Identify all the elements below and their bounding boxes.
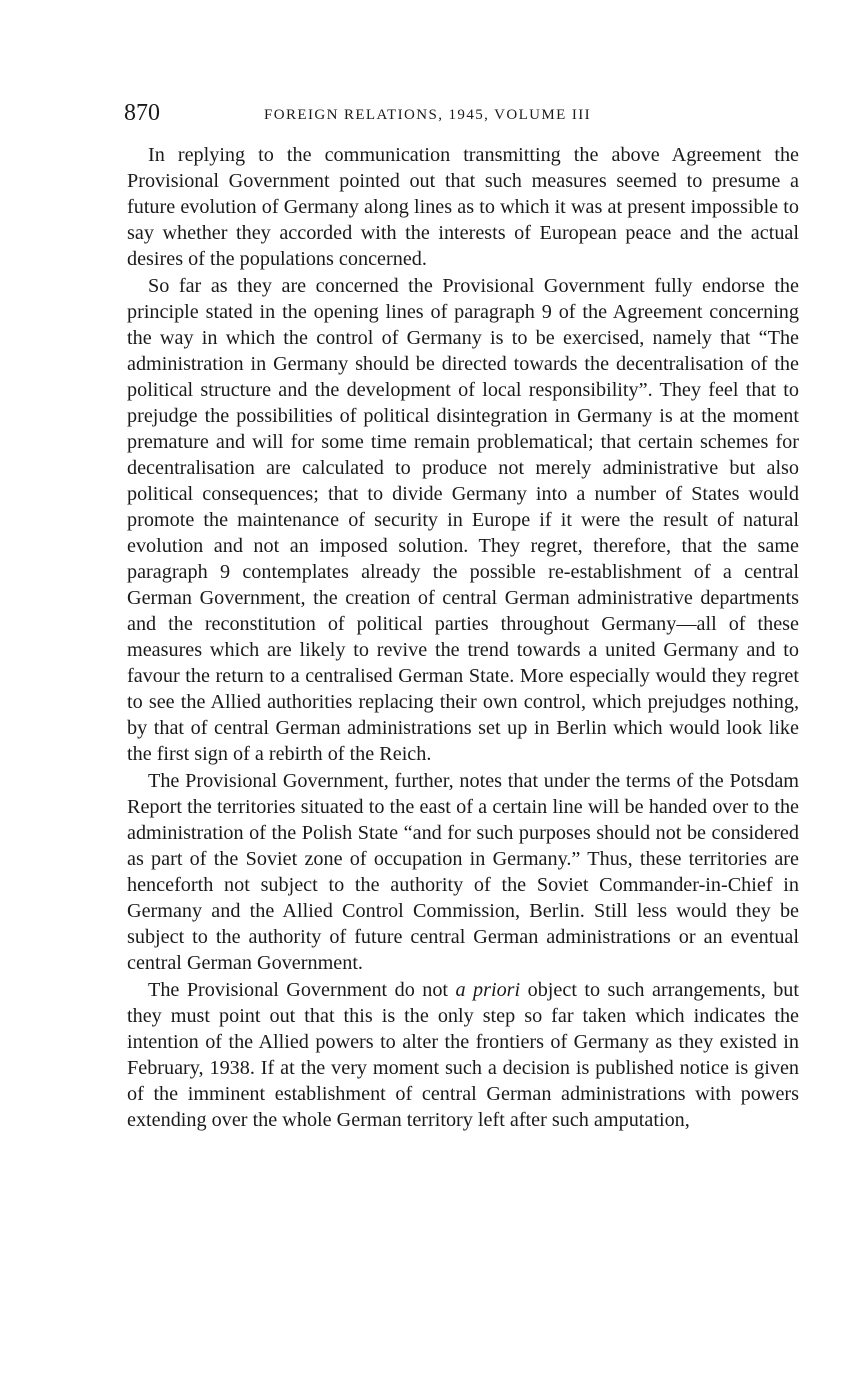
body-text: [127, 142, 799, 1133]
paragraph-1: In replying to the communication transmitting the above Agreement the Provisional Government pointed out that such measures seemed to presume a future evolution of Germany along lines as to which it was at present impossible to say whether they accorded with the interests of European peace and the actual desires of the populations concerned.: [127, 144, 799, 270]
page-header: [124, 98, 799, 128]
running-head: FOREIGN RELATIONS, 1945, VOLUME III: [264, 107, 592, 123]
paragraph-4: [127, 977, 799, 1133]
page-number: 870: [124, 100, 160, 126]
paragraph-2: So far as they are concerned the Provisional Government fully endorse the principle stated in the opening lines of paragraph 9 of the Agreement concerning the way in which the control of Germany is to be exercised, namely that “The administration in Germany should be directed towards the decentralisation of the political structure and the development of local responsibility”. They feel that to prejudge the possibilities of political disintegration in Germany is at the moment premature and will for some time remain problematical; that certain schemes for decentralisation are calculated to produce not merely administrative but also political consequences; that to divide Germany into a number of States would promote the maintenance of security in Europe if it were the result of natural evolution and not an imposed solution. They regret, therefore, that the same paragraph 9 contemplates already the possible re-establishment of a central German Government, the creation of central German administrative departments and the reconstitution of political parties throughout Germany—all of these measures which are likely to revive the trend towards a united Germany and to favour the return to a centralised German State. More especially would they regret to see the Allied authorities replacing their own control, which prejudges nothing, by that of central German administrations set up in Berlin which would look like the first sign of a rebirth of the Reich.: [127, 275, 799, 765]
paragraph-3: The Provisional Government, further, notes that under the terms of the Potsdam Report the territories situated to the east of a certain line will be handed over to the administration of the Polish State “and for such purposes should not be considered as part of the Soviet zone of occupation in Germany.” Thus, these territories are henceforth not subject to the authority of the Soviet Commander-in-Chief in Germany and the Allied Control Commission, Berlin. Still less would they be subject to the authority of future central German administrations or an eventual central German Government.: [127, 770, 799, 974]
paragraph-4-lead: The Provisional Government do not: [148, 979, 456, 1001]
paragraph-4-italic: a priori: [455, 979, 521, 1001]
document-page: [124, 98, 800, 1133]
paragraph-4-rest: object to such arrangements, but they must point out that this is the only step so far taken which indicates the intention of the Allied powers to alter the frontiers of Germany as they existed in February, 1938. If at the very moment such a decision is published notice is given of the imminent establishment of central German administrations with powers extending over the whole German territory left after such amputation,: [127, 979, 800, 1131]
